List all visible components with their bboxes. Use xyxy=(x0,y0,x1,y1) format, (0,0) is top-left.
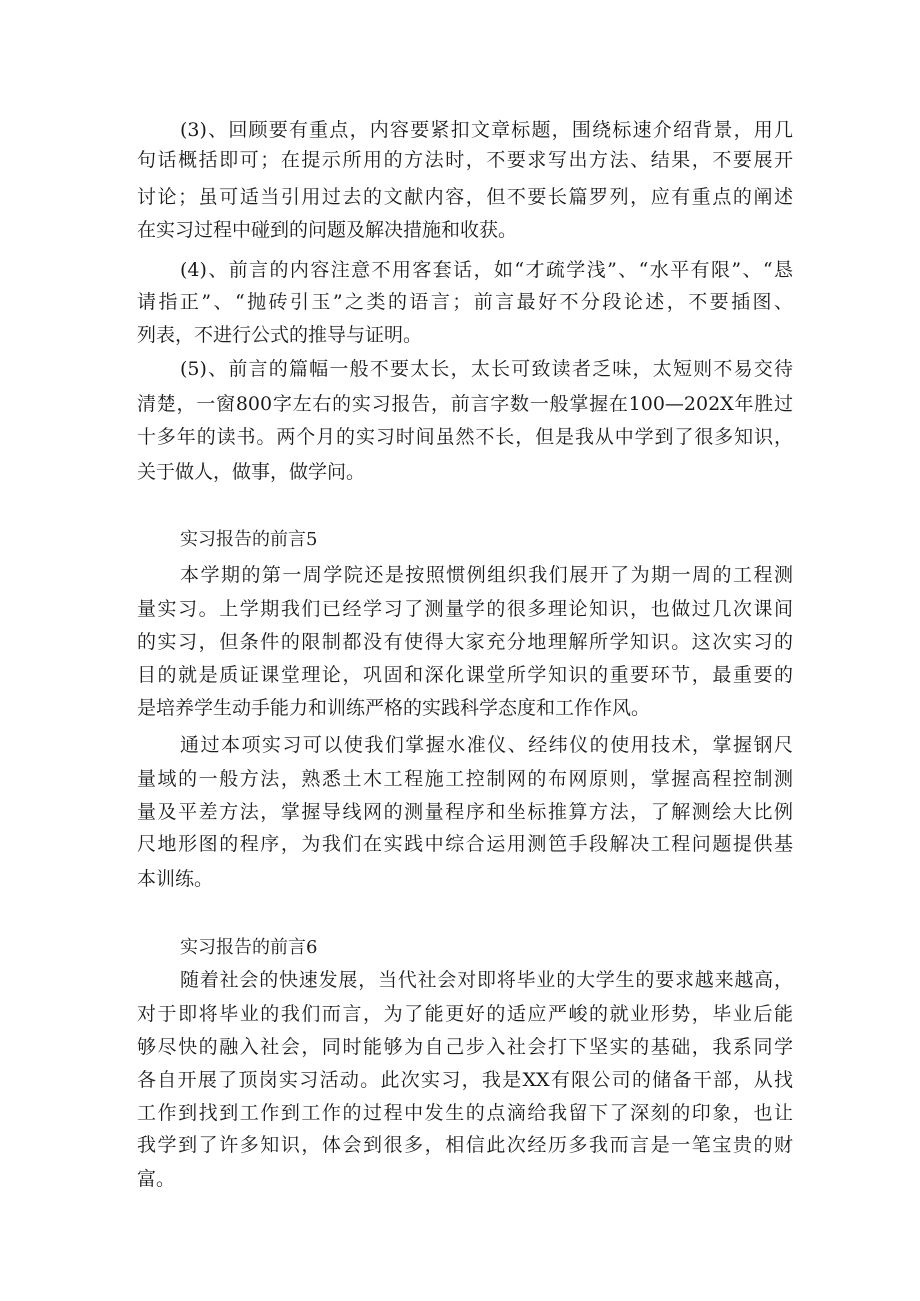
text-line: 本学期的第一周学院还是按照惯例组织我们展开了为期一周的工程测 xyxy=(180,564,793,586)
text-line: 量域的一般方法，熟悉土木工程施工控制网的布网原则，掌握高程控制测 xyxy=(137,768,793,790)
text-line: 十多年的读书。两个月的实习时间虽然不长，但是我从中学到了很多知识， xyxy=(137,426,793,448)
text-line: 量实习。上学期我们已经学习了测量学的很多理论知识，也做过几次课间 xyxy=(137,598,793,620)
text-line: 富。 xyxy=(137,1168,176,1190)
text-line: (3)、回顾要有重点，内容要紧扣文章标题，围绕标速介绍背景，用几 xyxy=(180,119,793,141)
text-line: 在实习过程中碰到的问题及解决措施和收获。 xyxy=(137,219,518,241)
text-line: 是培养学生动手能力和训练严格的实践科学态度和工作作风。 xyxy=(137,697,651,719)
text-line: 目的就是质证课堂理论，巩固和深化课堂所学知识的重要环节，最重要的 xyxy=(137,664,793,686)
text-line: 关于做人，做事，做学问。 xyxy=(137,461,366,483)
text-line: 本训练。 xyxy=(137,868,214,890)
text-line: 各自开展了顶岗实习活动。此次实习，我是XX有限公司的储备干部，从找 xyxy=(137,1069,793,1091)
text-line: 对于即将毕业的我们而言，为了能更好的适应严峻的就业形势，毕业后能 xyxy=(137,1003,793,1025)
text-line: 句话概括即可；在提示所用的方法时，不要求写出方法、结果，不要展开 xyxy=(137,149,793,171)
section-heading: 实习报告的前言6 xyxy=(180,937,318,958)
text-line: 通过本项实习可以使我们掌握水准仪、经纬仪的使用技术，掌握钢尺 xyxy=(180,734,793,756)
text-line: 工作到找到工作到工作的过程中发生的点滴给我留下了深刻的印象，也让 xyxy=(137,1102,793,1124)
text-line: 我学到了许多知识，体会到很多，相信此次经历多我而言是一笔宝贵的财 xyxy=(137,1134,793,1156)
text-line: (4)、前言的内容注意不用客套话，如“才疏学浅”、“水平有限”、“恳 xyxy=(180,259,793,281)
text-line: 尺地形图的程序，为我们在实践中综合运用测笆手段解决工程问题提供基 xyxy=(137,833,793,855)
text-line: 的实习，但条件的限制都没有使得大家充分地理解所学知识。这次实习的 xyxy=(137,631,793,653)
text-line: 请指正”、“抛砖引玉”之类的语言；前言最好不分段论述，不要插图、 xyxy=(137,291,793,313)
text-line: 量及平差方法，掌握导线网的测量程序和坐标推算方法，了解测绘大比例 xyxy=(137,801,793,823)
text-line: 列表，不进行公式的推导与证明。 xyxy=(137,324,423,346)
text-line: 讨论；虽可适当引用过去的文献内容，但不要长篇罗列，应有重点的阐述 xyxy=(137,186,793,208)
text-line: 清楚，一窗800字左右的实习报告，前言字数一般掌握在100—202X年胜过 xyxy=(137,393,793,415)
text-line: (5)、前言的篇幅一般不要太长，太长可致读者乏味，太短则不易交待 xyxy=(180,358,793,380)
text-line: 随着社会的快速发展，当代社会对即将毕业的大学生的要求越来越高， xyxy=(180,969,793,991)
text-line: 够尽快的融入社会，同时能够为自己步入社会打下坚实的基础，我系同学 xyxy=(137,1036,793,1058)
section-heading: 实习报告的前言5 xyxy=(180,529,318,550)
